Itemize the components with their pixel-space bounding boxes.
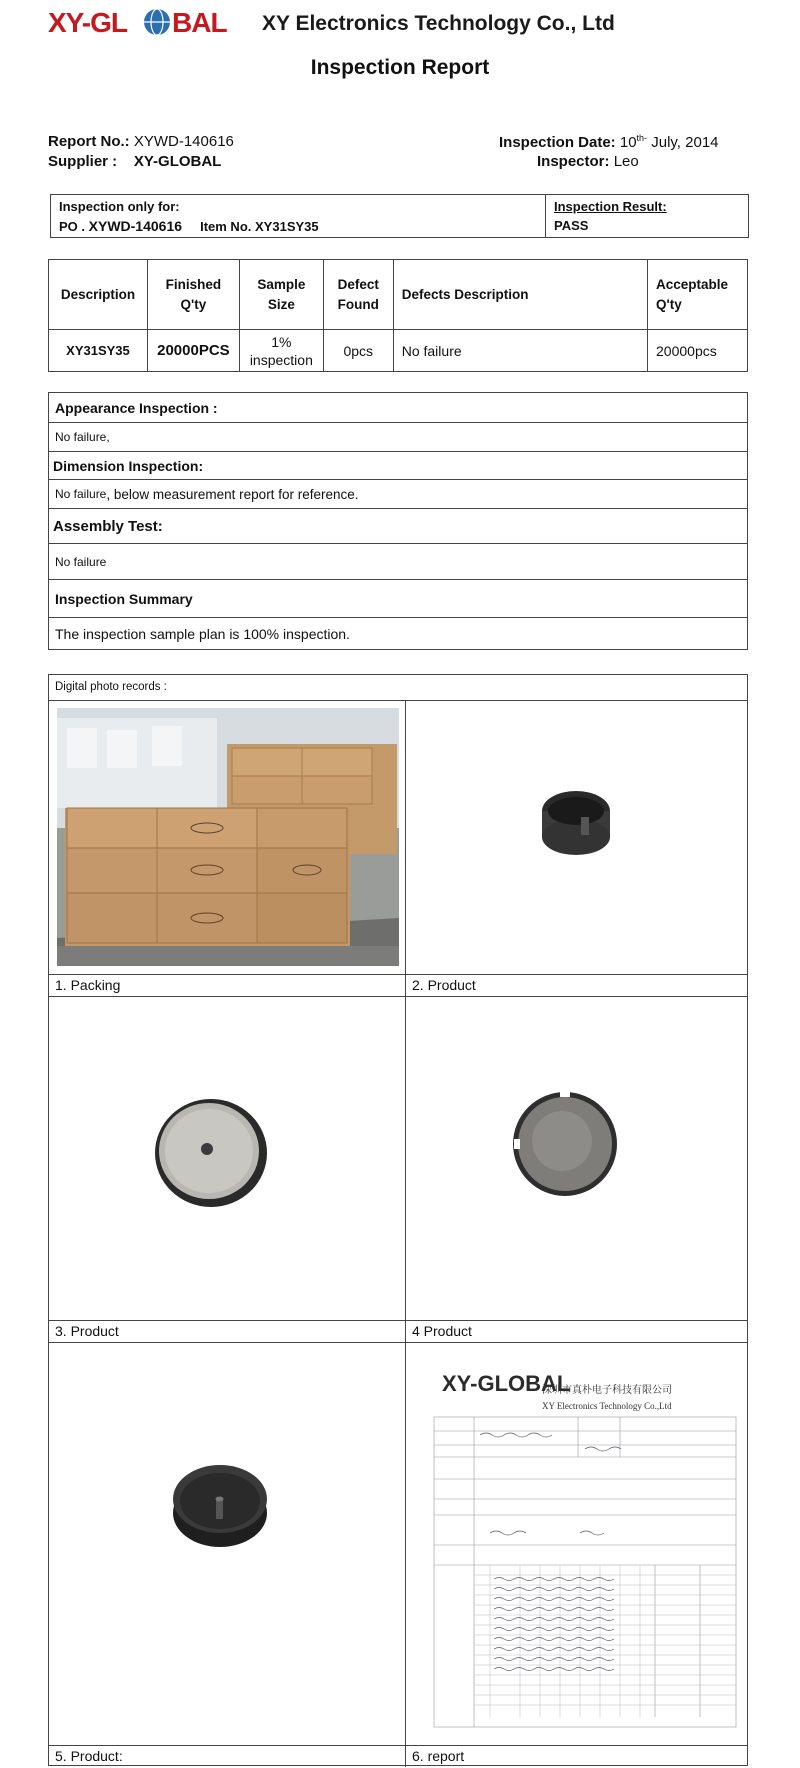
logo-text-right: BAL [172,7,227,38]
col-header: Sample Size [239,260,323,330]
inspection-result: PASS [554,218,589,233]
caption-packing: 1. Packing [49,974,405,996]
supplier: Supplier : XY-GLOBAL [48,153,222,170]
summary-heading: Inspection Summary [49,580,747,618]
inspection-table [48,259,748,372]
product-photo-side [526,781,626,871]
dimension-heading: Dimension Inspection: [49,452,747,480]
photo-cell [49,997,406,1343]
inspection-for-box [50,194,749,238]
photo-cell [49,701,406,997]
caption-report: 6. report [406,1745,748,1767]
inspection-date: Inspection Date: $10^{th-}$ July, 2014 [499,133,719,151]
po-line: PO . XYWD-140616 Item No. XY31SY35 [59,218,319,234]
table-cell: 0pcs [323,330,393,372]
photo-records-title: Digital photo records : [49,675,747,701]
caption-product-2: 2. Product [406,974,748,996]
company-logo [48,4,248,44]
col-header: Description [49,260,148,330]
report-number: Report No.: XYWD-140616 [48,133,234,150]
inspection-result-label: Inspection Result: [554,199,667,214]
col-header: Finished Q'ty [147,260,239,330]
table-cell: No failure [393,330,647,372]
table-cell: 20000PCS [147,330,239,372]
caption-product-3: 3. Product [49,1320,405,1342]
inspection-for-label: Inspection only for: [59,199,180,214]
report-scan-en: XY Electronics Technology Co.,Ltd [542,1401,672,1411]
assembly-text: No failure [49,544,747,580]
photo-cell [406,701,748,997]
photo-cell [406,997,748,1343]
report-scan-cn: 深圳市真朴电子科技有限公司 [542,1385,672,1396]
dimension-text: No failure , below measurement report for reference. [49,480,747,509]
col-header: Defect Found [323,260,393,330]
logo-text-left: XY-GL [48,7,128,38]
product-photo-top [153,1097,269,1209]
photo-records [48,674,748,1766]
product-photo-bottom [510,1089,620,1199]
report-scan-logo: XY-GLOBAL [442,1371,571,1396]
report-scan [430,1357,740,1737]
appearance-heading: Appearance Inspection : [49,393,747,423]
col-header: Defects Description [393,260,647,330]
caption-product-4: 4 Product [406,1320,748,1342]
assembly-heading: Assembly Test: [49,509,747,544]
photo-cell [406,1343,748,1767]
packing-photo [57,708,399,966]
col-header: Acceptable Q'ty [648,260,748,330]
table-cell: XY31SY35 [49,330,148,372]
caption-product-5: 5. Product: [49,1745,405,1767]
table-cell: 1% inspection [239,330,323,372]
summary-text: The inspection sample plan is 100% inspection. [49,618,747,650]
product-photo-inside [171,1461,269,1549]
table-cell: 20000pcs [648,330,748,372]
inspection-sections [48,392,748,650]
report-title: Inspection Report [310,56,490,79]
appearance-text: No failure, [49,423,747,452]
company-name: XY Electronics Technology Co., Ltd [262,12,615,35]
photo-cell [49,1343,406,1767]
inspector: Inspector: Leo [537,153,639,170]
